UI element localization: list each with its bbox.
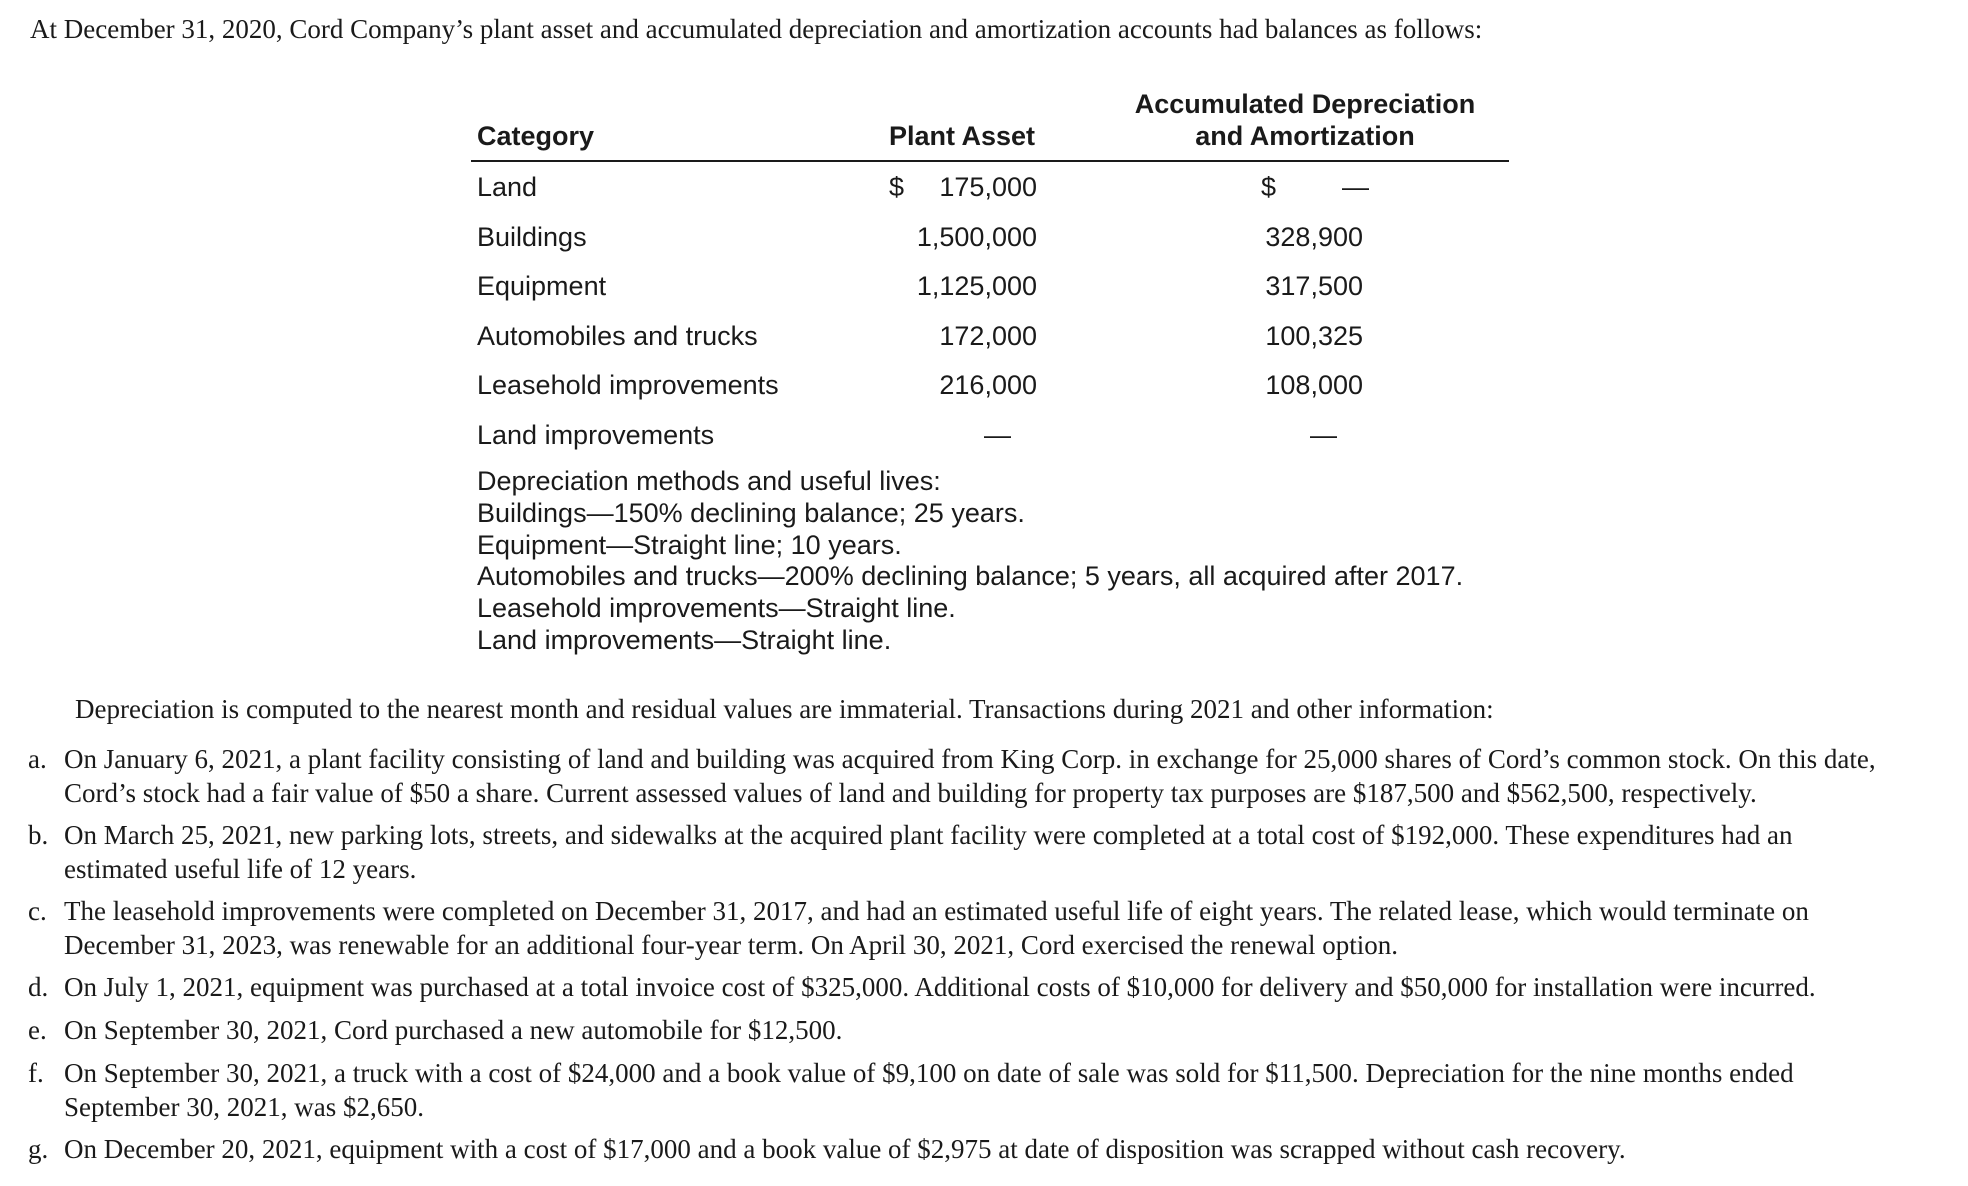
item-label: g. xyxy=(28,1134,49,1164)
method-line: Leasehold improvements—Straight line. xyxy=(477,593,956,624)
item-line: On July 1, 2021, equipment was purchased at a total invoice cost of $325,000. Additional costs of $10,000 for delivery and $50,000 for installation were incurred. xyxy=(64,972,1816,1002)
cell-plant-asset: 1,125,000 xyxy=(916,271,1037,301)
table-row xyxy=(471,212,1509,262)
cell-accum: 100,325 xyxy=(1265,320,1363,351)
method-line: Equipment—Straight line; 10 years. xyxy=(477,529,902,560)
header-accumulated-line1: Accumulated Depreciation xyxy=(1134,89,1476,119)
cell-accum: 317,500 xyxy=(1265,271,1363,301)
method-line: Land improvements—Straight line. xyxy=(477,624,892,655)
item-line: December 31, 2023, was renewable for an additional four-year term. On April 30, 2021, Cord exercised the renewal option. xyxy=(64,930,1399,960)
cell-category: Land improvements xyxy=(477,419,715,450)
table-header xyxy=(471,84,1509,162)
transactions-intro: Depreciation is computed to the nearest month and residual values are immaterial. Transactions during 2021 and other information: xyxy=(75,694,1494,724)
item-line: On December 20, 2021, equipment with a cost of $17,000 and a book value of $2,975 at date of disposition was scrapped without cash recovery. xyxy=(64,1134,1626,1164)
cell-accum: 328,900 xyxy=(1265,221,1363,252)
cell-plant-asset: — xyxy=(984,419,1011,450)
cell-plant-asset: 172,000 xyxy=(939,320,1037,351)
item-line: Cord’s stock had a fair value of $50 a share. Current assessed values of land and building for property tax purposes are $187,500 and $562,500, respectively. xyxy=(64,778,1757,808)
balances-table xyxy=(471,84,1509,459)
list-item xyxy=(28,1013,1958,1047)
header-accumulated-line2: and Amortization xyxy=(1195,121,1415,151)
method-line: Automobiles and trucks—200% declining balance; 5 years, all acquired after 2017. xyxy=(477,561,1464,592)
item-line: September 30, 2021, was $2,650. xyxy=(64,1092,424,1122)
cell-plant-asset-dollar: $ xyxy=(889,172,905,202)
header-category: Category xyxy=(477,121,595,151)
table-row xyxy=(471,261,1509,311)
intro-text: At December 31, 2020, Cord Company’s plant asset and accumulated depreciation and amortization accounts had balances as follows: xyxy=(30,14,1483,44)
item-label: d. xyxy=(28,972,49,1002)
item-label: a. xyxy=(28,744,47,774)
item-line: On January 6, 2021, a plant facility consisting of land and building was acquired from King Corp. in exchange for 25,000 shares of Cord’s common stock. On this date, xyxy=(64,744,1876,774)
item-label: e. xyxy=(28,1015,47,1045)
header-accumulated xyxy=(1119,88,1491,152)
list-item xyxy=(28,818,1958,886)
cell-category: Automobiles and trucks xyxy=(477,320,758,351)
list-item xyxy=(28,970,1958,1004)
list-item xyxy=(28,1056,1958,1124)
table-row xyxy=(471,410,1509,460)
item-label: b. xyxy=(28,820,49,850)
method-line: Buildings—150% declining balance; 25 years. xyxy=(477,497,1025,528)
transactions-list xyxy=(28,742,1958,1166)
cell-plant-asset: 1,500,000 xyxy=(916,221,1037,252)
depreciation-methods xyxy=(477,466,1463,657)
list-item xyxy=(28,1132,1958,1166)
cell-accum: — xyxy=(1342,172,1369,202)
item-line: estimated useful life of 12 years. xyxy=(64,854,417,884)
cell-category: Equipment xyxy=(477,271,607,301)
item-line: On September 30, 2021, Cord purchased a new automobile for $12,500. xyxy=(64,1015,843,1045)
cell-category: Land xyxy=(477,172,538,202)
methods-title: Depreciation methods and useful lives: xyxy=(477,466,941,496)
item-line: On September 30, 2021, a truck with a cost of $24,000 and a book value of $9,100 on date of sale was sold for $11,500. Depreciation for the nine months ended xyxy=(64,1058,1794,1088)
table-row xyxy=(471,311,1509,361)
cell-category: Buildings xyxy=(477,221,587,252)
cell-accum: 108,000 xyxy=(1265,370,1363,400)
table-row xyxy=(471,162,1509,212)
list-item xyxy=(28,742,1958,810)
item-label: f. xyxy=(28,1058,44,1088)
cell-accum: — xyxy=(1310,419,1337,450)
item-line: On March 25, 2021, new parking lots, streets, and sidewalks at the acquired plant facility were completed at a total cost of $192,000. These expenditures had an xyxy=(64,820,1793,850)
table-row xyxy=(471,360,1509,410)
list-item xyxy=(28,894,1958,962)
item-line: The leasehold improvements were completed on December 31, 2017, and had an estimated useful life of eight years. The related lease, which would terminate on xyxy=(64,896,1809,926)
item-label: c. xyxy=(28,896,47,926)
cell-accum-dollar: $ xyxy=(1261,172,1277,202)
cell-plant-asset: 175,000 xyxy=(939,172,1037,202)
header-plant-asset: Plant Asset xyxy=(889,121,1036,151)
cell-category: Leasehold improvements xyxy=(477,370,779,400)
cell-plant-asset: 216,000 xyxy=(939,370,1037,400)
